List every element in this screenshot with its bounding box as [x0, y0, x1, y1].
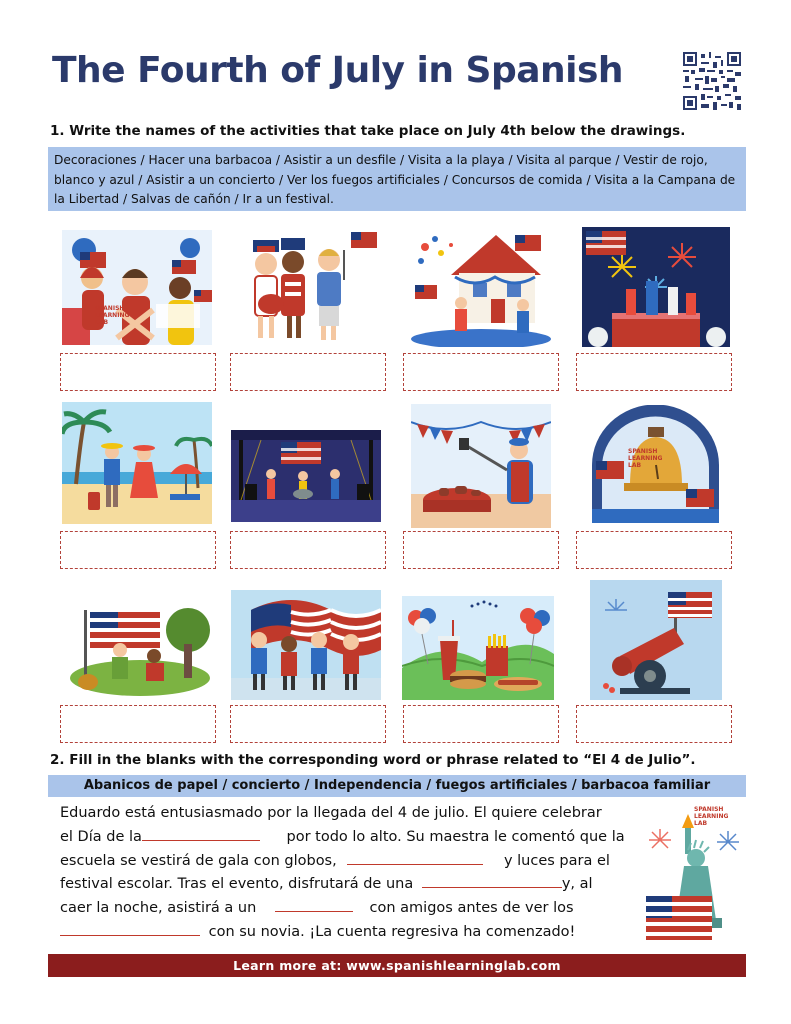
blank-2[interactable]: [347, 850, 483, 865]
image-beach-visit: [62, 402, 212, 524]
answer-box-1[interactable]: [60, 353, 216, 391]
footer-link[interactable]: Learn more at: www.spanishlearninglab.com: [48, 954, 746, 977]
phrase-bank: Abanicos de papel / concierto / Independencia / fuegos artificiales / barbacoa familiar: [48, 775, 746, 797]
image-concert-stage: [231, 430, 381, 522]
answer-box-2[interactable]: [230, 353, 386, 391]
image-house-decorations: [411, 227, 551, 347]
story-paragraph: [60, 802, 640, 945]
logo-text: SPANISH LEARNING LAB: [628, 448, 663, 469]
image-kids-red-white-blue: [233, 230, 385, 345]
story-line-2a: el Día de la: [60, 828, 142, 845]
story-line-6: con su novia. ¡La cuenta regresiva ha comenzado!: [208, 923, 576, 940]
answer-box-6[interactable]: [230, 531, 386, 569]
image-fireworks-show: [582, 227, 730, 347]
story-line-3b: y luces para el: [503, 852, 610, 869]
answer-box-5[interactable]: [60, 531, 216, 569]
qr-code-icon[interactable]: [683, 52, 741, 110]
answer-box-3[interactable]: [403, 353, 559, 391]
answer-box-7[interactable]: [403, 531, 559, 569]
story-line-3a: escuela se vestirá de gala con globos,: [60, 852, 337, 869]
answer-box-12[interactable]: [576, 705, 732, 743]
word-bank: Decoraciones / Hacer una barbacoa / Asistir a un desfile / Visita a la playa / Visita al parque / Vestir de rojo, blanco y azul / Asistir a un concierto / Ver los fuegos artificiales / Concursos de comida / Visita a la Campana de la Libertad / Salvas de cañón / Ir a un festival.: [48, 147, 746, 211]
story-line-4a: festival escolar. Tras el evento, disfrutará de una: [60, 876, 414, 893]
image-food-festival: [402, 596, 554, 700]
story-line-2b: por todo lo alto. Su maestra le comentó que la: [286, 828, 625, 845]
blank-1[interactable]: [142, 826, 260, 841]
blank-5[interactable]: [60, 921, 200, 936]
story-line-5b: con amigos antes de ver los: [369, 900, 574, 917]
image-cannon-salute: [590, 580, 722, 700]
section1-heading: 1. Write the names of the activities that take place on July 4th below the drawings.: [50, 123, 686, 139]
logo-text: SPANISH LEARNING LAB: [95, 305, 130, 326]
story-line-1: Eduardo está entusiasmado por la llegada del 4 de julio. El quiere celebrar: [60, 805, 602, 821]
answer-box-9[interactable]: [60, 705, 216, 743]
section2-heading: 2. Fill in the blanks with the corresponding word or phrase related to “El 4 de Julio”.: [50, 752, 696, 768]
answer-box-11[interactable]: [403, 705, 559, 743]
answer-box-8[interactable]: [576, 531, 732, 569]
image-barbecue-grill: [411, 404, 551, 528]
image-friends-cheering-flags: [62, 230, 212, 345]
answer-box-4[interactable]: [576, 353, 732, 391]
image-park-picnic: [68, 604, 212, 696]
blank-4[interactable]: [275, 897, 353, 912]
blank-3[interactable]: [422, 873, 562, 888]
story-line-4b: y, al: [561, 876, 593, 893]
logo-text: SPANISH LEARNING LAB: [694, 806, 729, 827]
story-line-5a: caer la noche, asistirá a un: [60, 900, 257, 917]
answer-box-10[interactable]: [230, 705, 386, 743]
image-parade-kids-flag: [231, 590, 381, 700]
statue-of-liberty-icon: [640, 800, 746, 946]
page-title: The Fourth of July in Spanish: [52, 50, 624, 91]
